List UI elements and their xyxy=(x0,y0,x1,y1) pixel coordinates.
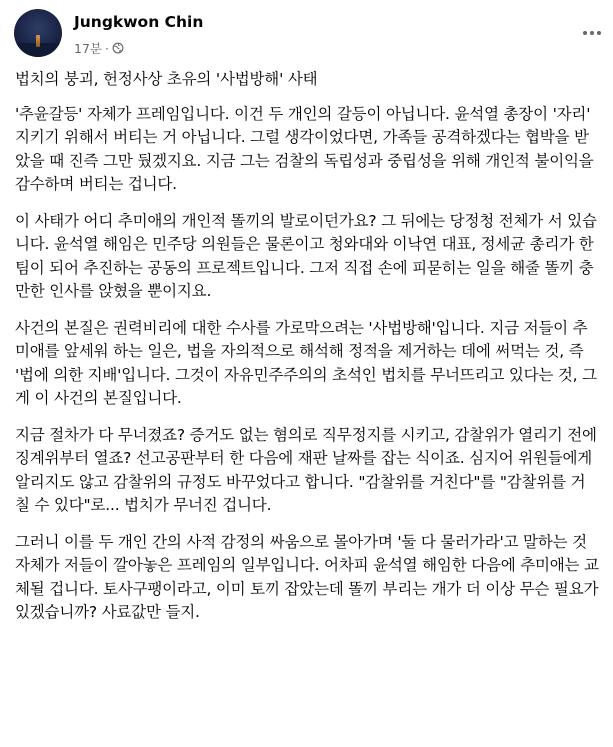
author-name[interactable]: Jungkwon Chin xyxy=(74,13,204,31)
paragraph: 사건의 본질은 권력비리에 대한 수사를 가로막으려는 '사법방해'입니다. 지금 저들이 추미애를 앞세워 하는 일은, 법을 자의적으로 해석해 정적을 제거하는 데에 써먹는 것, 즉 '법에 의한 지배'입니다. 그것이 자유민주주의의 초석인 법치를 무너뜨리고 있다는 것, 그게 이 사건의 본질입니다. xyxy=(15,318,597,407)
meta-separator: · xyxy=(104,40,109,56)
paragraph: 그러니 이를 두 개인 간의 사적 감정의 싸움으로 몰아가며 '둘 다 물러가라'고 말하는 것 자체가 저들이 깔아놓은 프레임의 일부입니다. 어차피 윤석열 해임한 다음에 추미애는 교체될 겁니다. 토사구팽이라고, 이미 토끼 잡았는데 똘끼 부리는 개가 더 이상 무슨 필요가 있겠습니까? 사료값만 들지. xyxy=(15,532,599,621)
globe-icon[interactable] xyxy=(112,42,124,54)
post-body xyxy=(15,68,600,638)
post-time[interactable]: 17분 xyxy=(74,41,102,56)
post-title: 법치의 붕괴, 헌정사상 초유의 '사법방해' 사태 xyxy=(15,70,318,88)
paragraph: 이 사태가 어디 추미애의 개인적 똘끼의 발로이던가요? 그 뒤에는 당정청 전체가 서 있습니다. 윤석열 해임은 민주당 의원들은 물론이고 청와대와 이낙연 대표, 정세균 총리가 한 팀이 되어 추진하는 공동의 프로젝트입니다. 그저 직접 손에 피묻히는 일을 해줄 똘끼 충만한 인사를 앉혔을 뿐이지요. xyxy=(15,211,597,300)
paragraph: 지금 절차가 다 무너졌죠? 증거도 없는 혐의로 직무정지를 시키고, 감찰위가 열리기 전에 징계위부터 열죠? 선고공판부터 한 다음에 재판 날짜를 잡는 식이죠. 심지어 위원들에게 알리지도 않고 감찰위의 규정도 바꾸었다고 합니다. "감찰위를 거친다"를 "감찰위를 거칠 수 있다"로... 법치가 무너진 겁니다. xyxy=(15,425,597,514)
more-horiz-icon[interactable] xyxy=(580,23,604,43)
post-meta xyxy=(74,39,124,57)
post-header xyxy=(14,9,604,61)
avatar-light xyxy=(36,35,40,47)
paragraph: '추윤갈등' 자체가 프레임입니다. 이건 두 개인의 갈등이 아닙니다. 윤석열 총장이 '자리' 지키기 위해서 버티는 거 아닙니다. 그럴 생각이었다면, 가족들 공격하겠다는 협박을 받았을 때 진즉 그만 뒀겠지요. 지금 그는 검찰의 독립성과 중립성을 위해 개인적 불이익을 감수하며 버티는 겁니다. xyxy=(15,104,594,193)
avatar[interactable] xyxy=(14,9,62,57)
